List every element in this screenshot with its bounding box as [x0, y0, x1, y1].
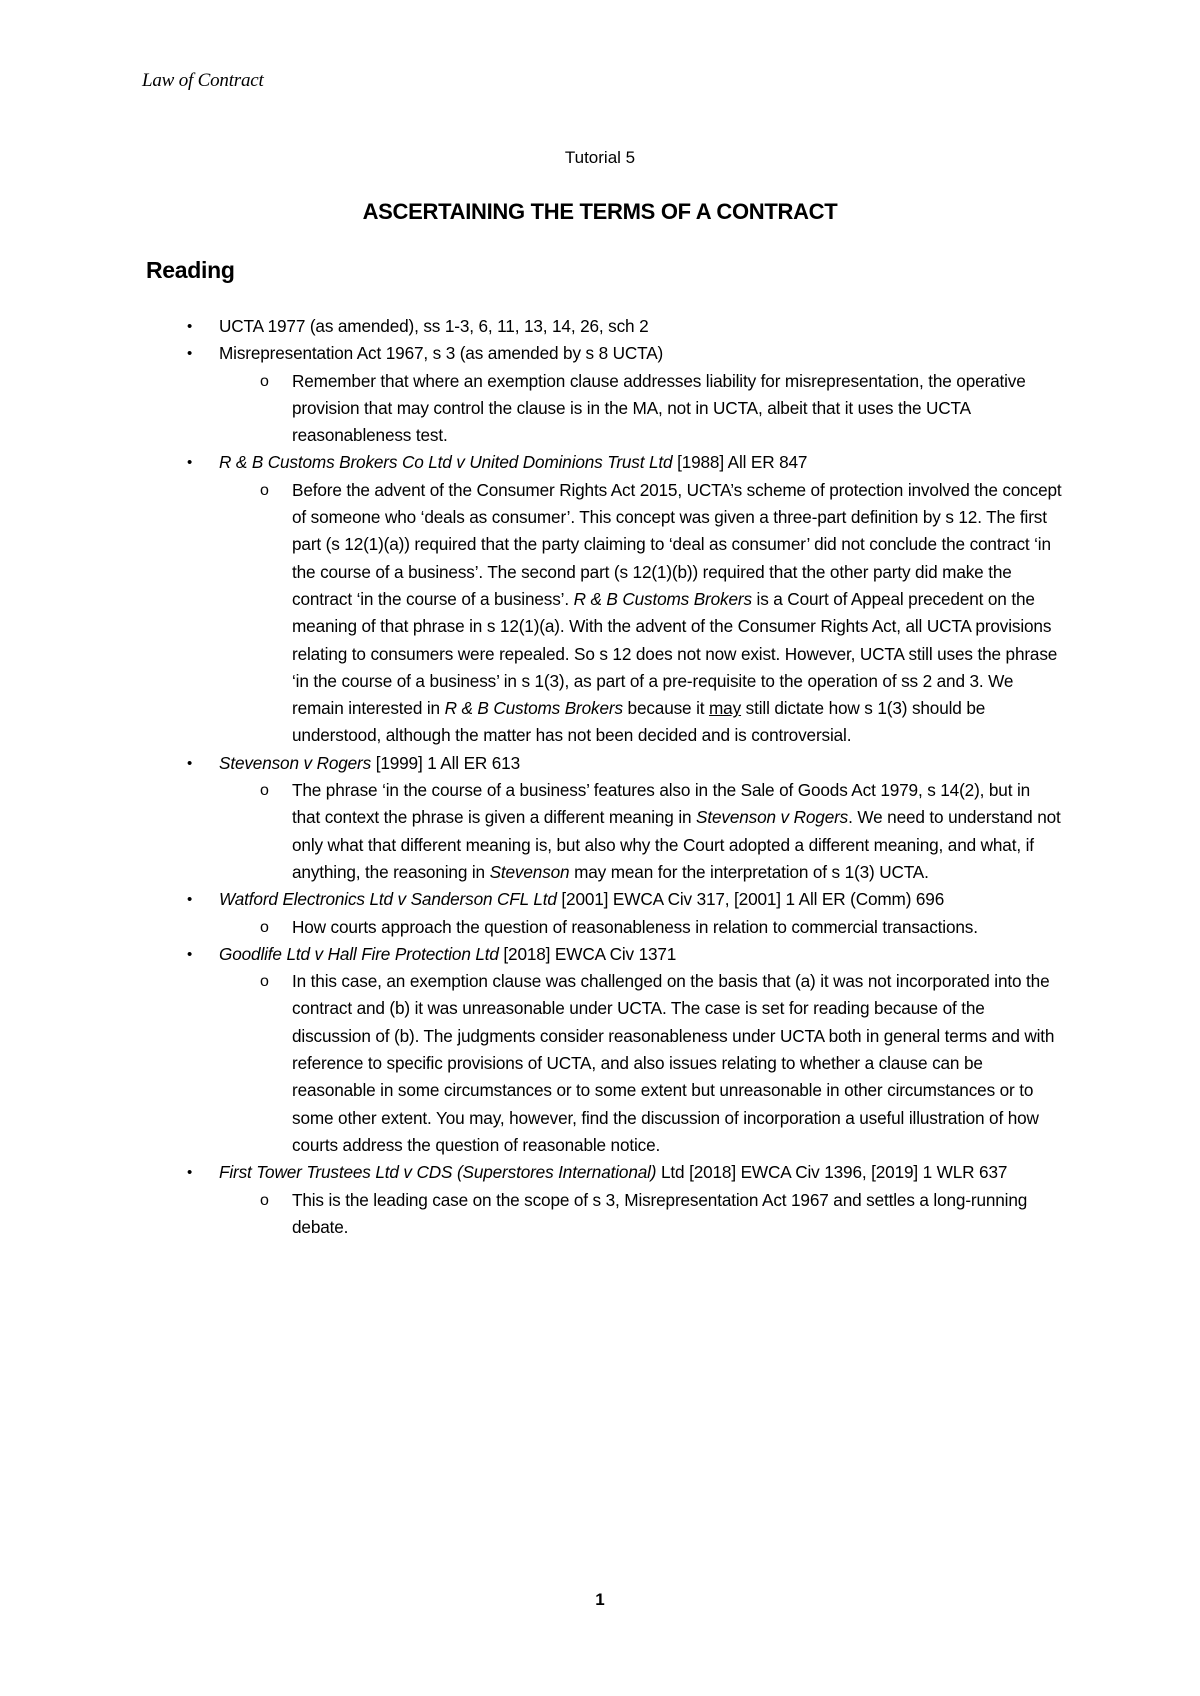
sub-list-item [0, 914, 1062, 941]
case-name: Goodlife Ltd v Hall Fire Protection Ltd [219, 943, 499, 964]
sub-bullet-icon: o [260, 782, 269, 800]
sub-bullet-icon: o [260, 481, 269, 499]
list-item [0, 750, 1079, 777]
sub-item-text [292, 777, 1062, 886]
sub-list-item [0, 1187, 1062, 1242]
text-run: The phrase ‘in the course of a business’ features also in the Sale of Goods Act 1979, s 14(2), but in that context the phrase is given a different meaning in [292, 780, 1031, 828]
sub-list-item [0, 777, 1062, 886]
list-item [0, 313, 1079, 340]
sub-item-text: In this case, an exemption clause was challenged on the basis that (a) it was not incorporated into the contract and (b) it was unreasonable under UCTA. The case is set for reading because of the discussion of (b). The judgments consider reasonableness under UCTA both in general terms and with reference to specific provisions of UCTA, and also issues relating to whether a clause can be reasonable in some circumstances or to some extent but unreasonable in other circumstances or to some other extent. You may, however, find the discussion of incorporation a useful illustration of how courts address the question of reasonable notice. [292, 971, 1055, 1155]
sub-item-text: This is the leading case on the scope of s 3, Misrepresentation Act 1967 and settles a long-running debate. [292, 1189, 1028, 1237]
sub-list-item [0, 368, 1062, 450]
bullet-icon: • [187, 318, 193, 335]
item-text: Misrepresentation Act 1967, s 3 (as amended by s 8 UCTA) [219, 343, 664, 364]
sub-list-item [0, 968, 1062, 1159]
sub-list-item [0, 477, 1062, 750]
text-run: may mean for the interpretation of s 1(3) UCTA. [569, 861, 929, 882]
case-reference: Stevenson v Rogers [696, 807, 849, 828]
case-name: Stevenson v Rogers [219, 752, 372, 773]
list-item [0, 449, 1079, 476]
tutorial-number: Tutorial 5 [564, 148, 636, 167]
case-reference: R & B Customs Brokers [444, 698, 623, 719]
list-item [0, 886, 1079, 913]
item-text: UCTA 1977 (as amended), ss 1-3, 6, 11, 13, 14, 26, sch 2 [219, 316, 649, 336]
case-citation: Ltd [2018] EWCA Civ 1396, [2019] 1 WLR 637 [656, 1162, 1008, 1183]
case-reference: R & B Customs Brokers [573, 588, 752, 609]
bullet-icon: • [187, 754, 193, 772]
case-name: R & B Customs Brokers Co Ltd v United Dominions Trust Ltd [219, 452, 673, 473]
case-citation: [2001] EWCA Civ 317, [2001] 1 All ER (Comm) 696 [556, 889, 945, 910]
bullet-icon: • [187, 945, 193, 963]
case-citation: [1988] All ER 847 [672, 452, 808, 473]
text-run: Before the advent of the Consumer Rights Act 2015, UCTA’s scheme of protection involved the concept of someone who ‘deals as consumer’. This concept was given a three-part definition by s 12. The first part (s 12(1)(a)) required that the party claiming to ‘deal as consumer’ did not conclude the contract ‘in the course of a business’. The second part (s 12(1)(b)) required that the other party did make the contract ‘in the course of a business’. [292, 479, 1062, 609]
list-item [0, 1159, 1079, 1186]
sub-item-text [292, 477, 1062, 750]
case-citation: [1999] 1 All ER 613 [371, 752, 521, 773]
page-number: 1 [595, 1590, 605, 1609]
case-reference: Stevenson [489, 861, 570, 882]
running-header: Law of Contract [142, 70, 264, 91]
bullet-icon: • [187, 454, 193, 472]
page-title: ASCERTAINING THE TERMS OF A CONTRACT [362, 199, 838, 224]
section-heading-reading: Reading [146, 257, 235, 283]
text-run: . We need to understand not only what that different meaning is, but also why the Court adopted a different meaning, and what, if anything, the reasoning in [292, 807, 1061, 882]
case-name: First Tower Trustees Ltd v CDS (Superstores International) [219, 1162, 657, 1183]
sub-bullet-icon: o [260, 372, 269, 390]
case-name: Watford Electronics Ltd v Sanderson CFL Ltd [219, 889, 557, 910]
emphasis-underline: may [709, 698, 742, 719]
bullet-icon: • [187, 345, 193, 363]
sub-bullet-icon: o [260, 1191, 269, 1209]
text-run: is a Court of Appeal precedent on the meaning of that phrase in s 12(1)(a). With the advent of the Consumer Rights Act, all UCTA provisions relating to consumers were repealed. So s 12 does not now exist. However, UCTA still uses the phrase ‘in the course of a business’ in s 1(3), as part of a pre-requisite to the operation of ss 2 and 3. We remain interested in [292, 588, 1058, 719]
sub-bullet-icon: o [260, 973, 269, 991]
reading-list [0, 313, 1200, 1241]
bullet-icon: • [187, 1164, 193, 1182]
case-citation: [2018] EWCA Civ 1371 [498, 943, 677, 964]
sub-bullet-icon: o [260, 918, 269, 936]
sub-item-text: How courts approach the question of reasonableness in relation to commercial transactions. [292, 916, 978, 937]
list-item [0, 340, 1079, 367]
text-run: still dictate how s 1(3) should be understood, although the matter has not been decided and is controversial. [292, 698, 986, 746]
bullet-icon: • [187, 891, 193, 909]
sub-item-text: Remember that where an exemption clause addresses liability for misrepresentation, the operative provision that may control the clause is in the MA, not in UCTA, albeit that it uses the UCTA reasonableness test. [292, 370, 1026, 446]
list-item [0, 941, 1079, 968]
text-run: because it [622, 698, 710, 719]
